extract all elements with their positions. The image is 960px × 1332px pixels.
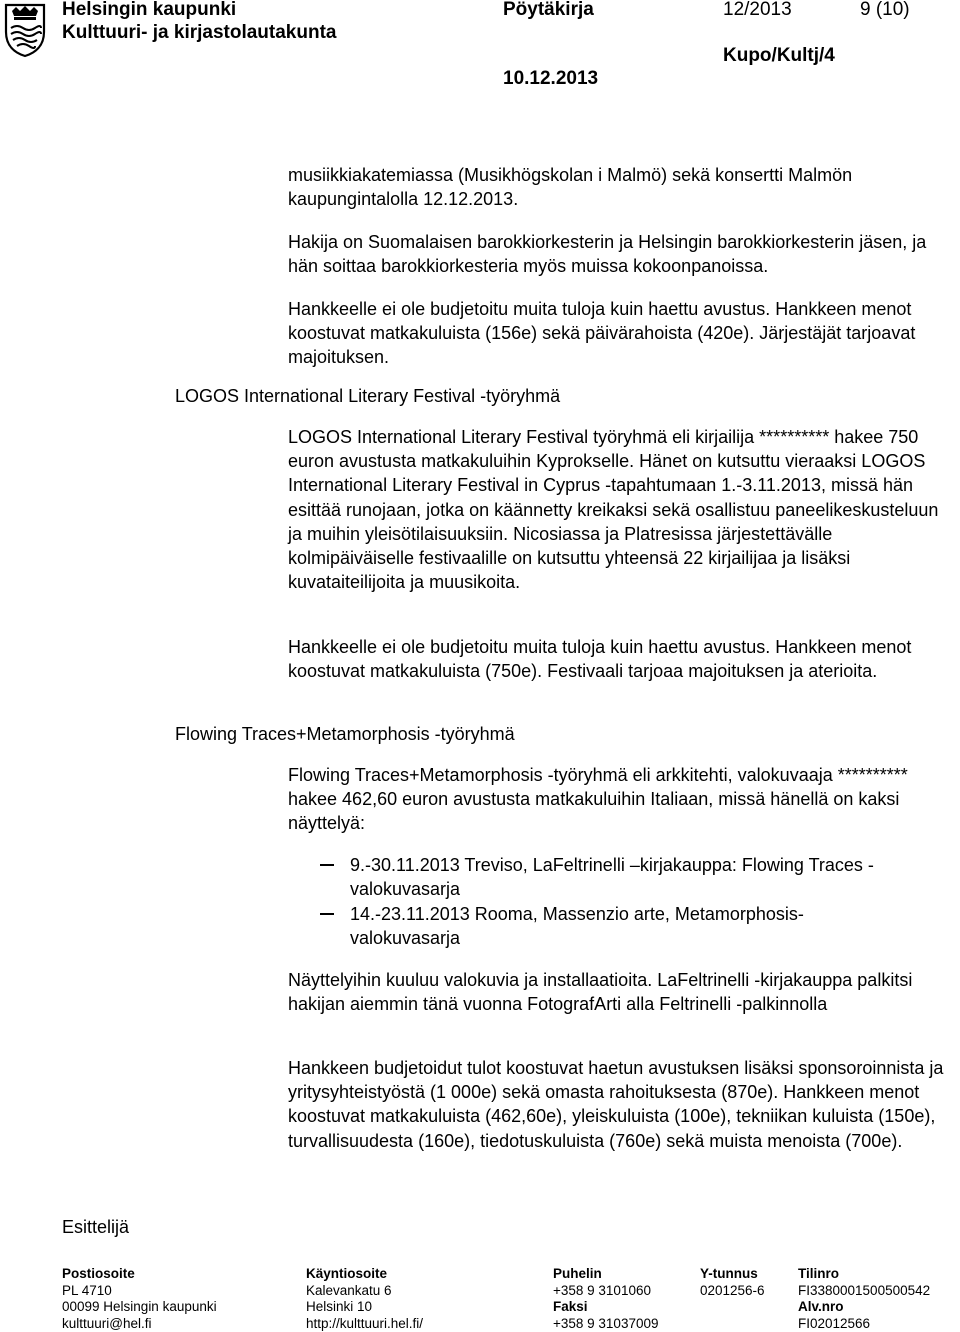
footer-value: http://kulttuuri.hel.fi/ — [306, 1315, 424, 1331]
footer-label: Postiosoite — [62, 1266, 135, 1281]
page-number: 9 (10) — [860, 0, 910, 20]
footer-column-business-id — [700, 1266, 765, 1299]
footer-column-phone — [553, 1266, 658, 1332]
doc-type: Pöytäkirja — [503, 0, 594, 20]
footer-column-visit — [306, 1266, 423, 1332]
flowing-paragraph-1: Näyttelyihin kuuluu valokuvia ja installaatioita. LaFeltrinelli -kirjakauppa palkitsi hakijan aiemmin tänä vuonna FotografArti alla Feltrinelli -palkinnolla — [288, 970, 913, 1015]
footer-column-account — [798, 1266, 930, 1332]
doc-number: 12/2013 — [723, 0, 792, 20]
footer-value: +358 9 31037009 — [553, 1315, 659, 1331]
org-name: Helsingin kaupunki — [62, 0, 237, 20]
intro-paragraph-3: Hankkeelle ei ole budjetoitu muita tuloja kuin haettu avustus. Hankkeen menot koostuvat matkakuluista (156e) sekä päivärahoista (420e). Järjestäjät tarjoavat majoituksen. — [288, 299, 916, 368]
footer-value: 0201256-6 — [700, 1282, 765, 1298]
intro-paragraph-1: musiikkiakatemiassa (Musikhögskolan i Malmö) sekä konsertti Malmön kaupungintalolla 12.12.2013. — [288, 165, 853, 210]
footer-value: +358 9 3101060 — [553, 1282, 651, 1298]
flowing-paragraph-2: Hankkeen budjetoidut tulot koostuvat haetun avustuksen lisäksi sponsoroinnista ja yritysyhteistyöstä (1 000e) sekä omasta rahoituksesta (870e). Hankkeen menot koostuvat matkakuluista (462,60e), yleiskuluista (100e), tekniikan kuluista (150e), turvallisuudesta (160e), tiedotuskuluista (760e) sekä muista menoista (700e). — [288, 1058, 944, 1151]
footer-value: FI02012566 — [798, 1315, 871, 1331]
footer-value: kulttuuri@hel.fi — [62, 1315, 152, 1331]
list-item — [350, 853, 910, 901]
meeting-date: 10.12.2013 — [503, 68, 599, 89]
footer-label: Tilinro — [798, 1266, 840, 1281]
flowing-intro: Flowing Traces+Metamorphosis -työryhmä eli arkkitehti, valokuvaaja ********** hakee 462,60 euron avustusta matkakuluihin Italiaan, missä hänellä on kaksi näyttelyä: — [288, 765, 908, 834]
footer-value: Helsinki 10 — [306, 1299, 373, 1314]
dash-bullet — [320, 864, 334, 866]
footer-label: Käyntiosoite — [306, 1266, 388, 1281]
list-item — [350, 902, 910, 950]
footer-label: Puhelin — [553, 1266, 602, 1281]
footer-label: Alv.nro — [798, 1299, 844, 1314]
board-name: Kulttuuri- ja kirjastolautakunta — [62, 22, 337, 43]
presenter-label: Esittelijä — [62, 1217, 130, 1237]
list-item-text: 9.-30.11.2013 Treviso, LaFeltrinelli –kirjakauppa: Flowing Traces -valokuvasarja — [350, 855, 874, 900]
logos-paragraph-1: LOGOS International Literary Festival työryhmä eli kirjailija ********** hakee 750 euron avustusta matkakuluihin Kyprokselle. Hänet on kutsuttu vieraaksi LOGOS International Literary Festival in Cyprus -tapahtumaan 1.-3.11.2013, missä hän esittää runojaan, jotka on käännetty kreikaksi sekä osallistuu paneelikeskusteluun ja muihin yleisötilaisuuksiin. Nicosiassa ja Platresissa järjestettävälle kolmipäiväiselle festivaalille on kutsuttu yhteensä 22 kirjailijaa ja lisäksi kuvataiteilijoita ja muusikoita. — [288, 427, 939, 593]
dash-bullet — [320, 913, 334, 915]
section-heading-logos: LOGOS International Literary Festival -työryhmä — [175, 386, 561, 406]
doc-ref: Kupo/Kultj/4 — [723, 45, 835, 66]
footer-value: Kalevankatu 6 — [306, 1282, 392, 1298]
logos-paragraph-2: Hankkeelle ei ole budjetoitu muita tuloja kuin haettu avustus. Hankkeen menot koostuvat matkakuluista (750e). Festivaali tarjoaa majoituksen ja aterioita. — [288, 637, 912, 682]
section-heading-flowing: Flowing Traces+Metamorphosis -työryhmä — [175, 724, 515, 744]
list-item-text: 14.-23.11.2013 Rooma, Massenzio arte, Metamorphosis-valokuvasarja — [350, 904, 804, 949]
footer-column-postal — [62, 1266, 217, 1332]
footer-value: FI3380001500500542 — [798, 1282, 931, 1298]
city-crest-logo — [3, 2, 47, 58]
footer-value: 00099 Helsingin kaupunki — [62, 1299, 217, 1314]
intro-paragraph-2: Hakija on Suomalaisen barokkiorkesterin ja Helsingin barokkiorkesterin jäsen, ja hän soittaa barokkiorkesteria myös muissa kokoonpanoissa. — [288, 232, 927, 277]
footer-label: Y-tunnus — [700, 1266, 758, 1281]
footer-value: PL 4710 — [62, 1282, 112, 1298]
footer-label: Faksi — [553, 1299, 588, 1314]
